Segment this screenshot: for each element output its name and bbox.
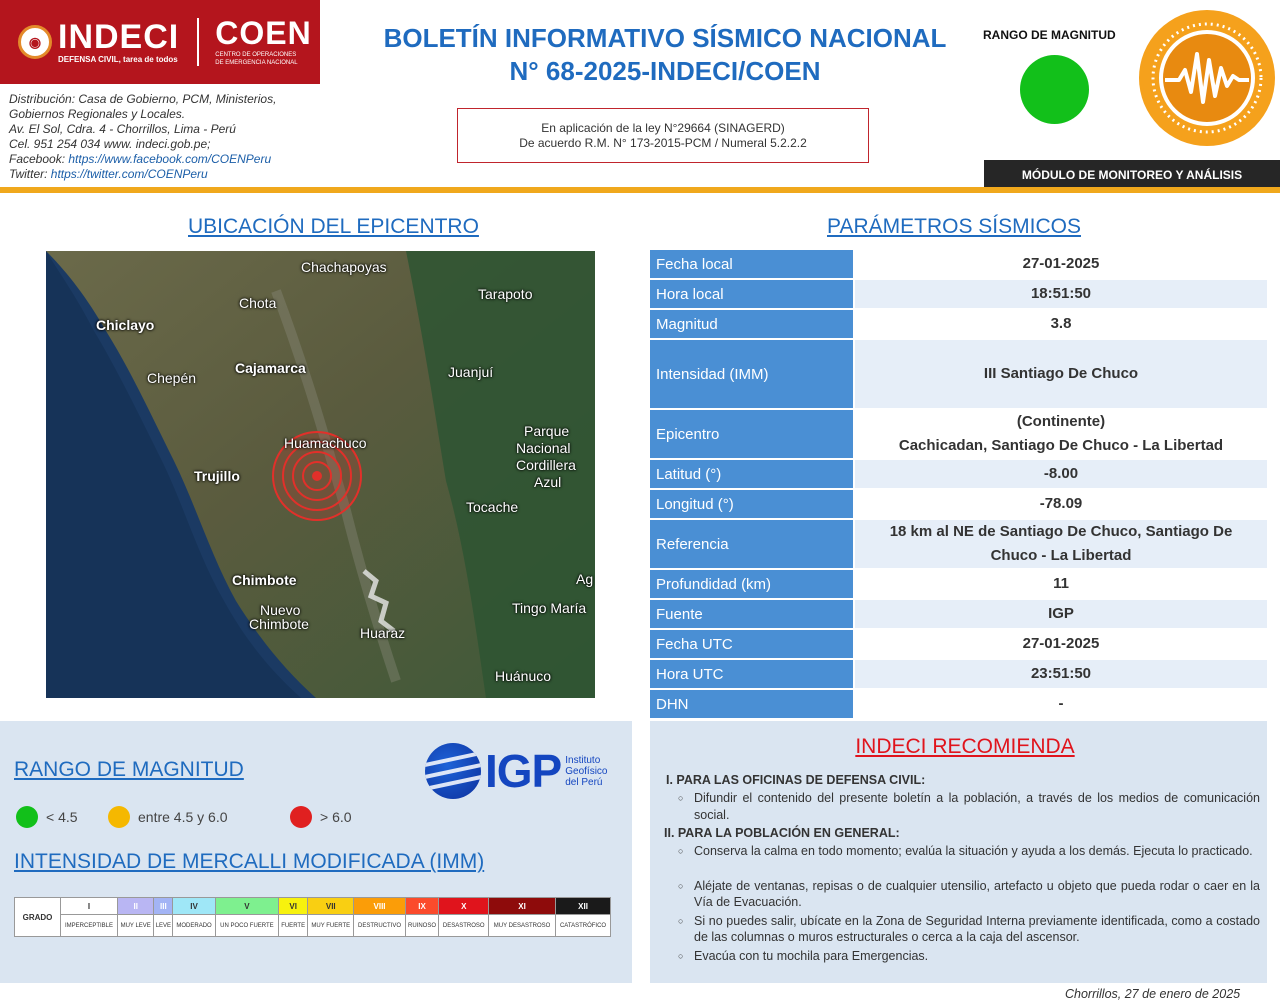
bulletin-title: BOLETÍN INFORMATIVO SÍSMICO NACIONAL N° 68-2025-INDECI/COEN (383, 23, 947, 86)
peru-seal-icon: ◉ (18, 25, 52, 59)
seismograph-logo-icon (1139, 10, 1275, 146)
imm-description: MUY FUERTE (308, 915, 354, 937)
map-label: Ag (576, 571, 594, 587)
epicenter-map[interactable] (46, 251, 595, 698)
list-item: ○ Si no puedes salir, ubícate en la Zona de Seguridad Interna previamente identificada, como a costado de las columnas o muros estructurales o cerca a la caja del ascensor. (694, 913, 1260, 946)
imm-description: LEVE (154, 915, 173, 937)
imm-level: VII (308, 898, 354, 915)
coen-tagline: CENTRO DE OPERACIONES DE EMERGENCIA NACIONAL (215, 52, 298, 66)
imm-level: IV (173, 898, 215, 915)
contact-info: Distribución: Casa de Gobierno, PCM, Ministerios, Gobiernos Regionales y Locales. Av. El Sol, Cdra. 4 - Chorrillos, Lima - Perú Cel. 951 254 034 www. indeci.gob.pe; Facebook: https://www.facebook.com/COENPeru Twitter: https://twitter.com/COENPeru (9, 92, 277, 181)
list-item: ○ Conserva la calma en todo momento; evalúa la situación y ayuda a los demás. Ejecuta lo practicado. (694, 843, 1260, 860)
table-row: Intensidad (IMM) III Santiago De Chuco (650, 340, 1267, 410)
imm-description: FUERTE (279, 915, 308, 937)
map-label: Tocache (466, 499, 519, 515)
table-row: Profundidad (km) 11 (650, 570, 1267, 600)
table-row: Hora UTC 23:51:50 (650, 660, 1267, 690)
imm-description: DESASTROSO (439, 915, 489, 937)
imm-description: CATASTRÓFICO (556, 915, 611, 937)
map-label: Nuevo (260, 602, 301, 618)
coen-logo-text: COEN (215, 15, 312, 51)
indeci-coen-logo (0, 0, 320, 84)
map-label: Nacional (516, 440, 571, 456)
green-dot-icon (16, 806, 38, 828)
map-label: Tingo María (512, 600, 587, 616)
law-reference-box: En aplicación de la ley N°29664 (SINAGERD) De acuerdo R.M. N° 173-2015-PCM / Numeral 5.2.2.2 (457, 108, 869, 163)
imm-level: III (154, 898, 173, 915)
imm-description: MODERADO (173, 915, 215, 937)
header-divider (0, 187, 1280, 193)
imm-level: XII (556, 898, 611, 915)
mercalli-scale-table (14, 897, 611, 937)
imm-level: IX (405, 898, 439, 915)
map-label: Cajamarca (235, 360, 306, 376)
footer-date: Chorrillos, 27 de enero de 2025 (1065, 987, 1241, 1001)
section-heading: II. PARA LA POBLACIÓN EN GENERAL: (664, 826, 900, 840)
map-label: Chachapoyas (301, 259, 387, 275)
globe-icon (425, 743, 481, 799)
igp-logo-subtitle: Instituto Geofísico del Perú (565, 754, 608, 788)
magnitude-range-label: RANGO DE MAGNITUD (983, 28, 1116, 42)
twitter-link[interactable]: https://twitter.com/COENPeru (50, 167, 208, 181)
seismic-params-title: PARÁMETROS SÍSMICOS (827, 215, 1081, 238)
table-row: Referencia 18 km al NE de Santiago De Chuco, Santiago De Chuco - La Libertad (650, 520, 1267, 570)
imm-level: X (439, 898, 489, 915)
grado-label: GRADO (15, 898, 61, 937)
module-banner: MÓDULO DE MONITOREO Y ANÁLISIS (984, 160, 1280, 187)
map-label: Chimbote (232, 572, 297, 588)
map-label: Huánuco (495, 668, 552, 684)
map-label: Azul (534, 474, 562, 490)
map-label: Trujillo (194, 468, 240, 484)
imm-level: VIII (354, 898, 405, 915)
yellow-dot-icon (108, 806, 130, 828)
imm-level: I (61, 898, 118, 915)
table-row: Fecha local 27-01-2025 (650, 250, 1267, 280)
map-label: Chimbote (249, 616, 309, 632)
map-label: Tarapoto (478, 286, 533, 302)
table-row: Latitud (°) -8.00 (650, 460, 1267, 490)
imm-description: DESTRUCTIVO (354, 915, 405, 937)
epicenter-section-title: UBICACIÓN DEL EPICENTRO (188, 215, 479, 238)
igp-logo-text: IGP (485, 745, 562, 797)
table-row: Fecha UTC 27-01-2025 (650, 630, 1267, 660)
imm-level: VI (279, 898, 308, 915)
table-row: Longitud (°) -78.09 (650, 490, 1267, 520)
list-item: ○ Difundir el contenido del presente boletín a la población, a través de los medios de comunicación social. (694, 790, 1260, 823)
legend-item-low: < 4.5 (16, 806, 78, 828)
magnitude-indicator-dot (1020, 55, 1089, 124)
imm-level: II (118, 898, 154, 915)
table-row: Fuente IGP (650, 600, 1267, 630)
map-label: Chiclayo (96, 317, 155, 333)
indeci-tagline: DEFENSA CIVIL, tarea de todos (58, 54, 178, 64)
magnitude-legend-title: RANGO DE MAGNITUD (14, 758, 244, 781)
map-label: Parque (524, 423, 570, 439)
list-item: ○ Evacúa con tu mochila para Emergencias. (694, 948, 1260, 965)
red-dot-icon (290, 806, 312, 828)
imm-description: MUY LEVE (118, 915, 154, 937)
imm-description: RUINOSO (405, 915, 439, 937)
igp-logo (425, 743, 608, 799)
legend-item-medium: entre 4.5 y 6.0 (108, 806, 228, 828)
indeci-logo-text: INDECI (58, 17, 180, 56)
imm-level: XI (489, 898, 556, 915)
table-row: DHN - (650, 690, 1267, 720)
recommendations-title: INDECI RECOMIENDA (855, 735, 1075, 758)
seismic-params-table (650, 250, 1267, 720)
recommendations-body (664, 773, 1260, 966)
list-item: ○ Aléjate de ventanas, repisas o de cualquier utensilio, artefacto u objeto que pueda rodar o caer en la Vía de Evacuación. (694, 878, 1260, 911)
section-heading: I. PARA LAS OFICINAS DE DEFENSA CIVIL: (666, 773, 926, 787)
logo-divider (197, 18, 199, 66)
map-label: Huaraz (360, 625, 406, 641)
table-row: Magnitud 3.8 (650, 310, 1267, 340)
imm-description: IMPERCEPTIBLE (61, 915, 118, 937)
table-row: Hora local 18:51:50 (650, 280, 1267, 310)
table-row: Epicentro (Continente) Cachicadan, Santiago De Chuco - La Libertad (650, 410, 1267, 460)
imm-description: MUY DESASTROSO (489, 915, 556, 937)
map-label: Cordillera (516, 457, 576, 473)
legend-panel (0, 721, 632, 983)
map-label: Chepén (147, 370, 197, 386)
recommendations-panel (650, 721, 1267, 983)
facebook-link[interactable]: https://www.facebook.com/COENPeru (68, 152, 272, 166)
map-label: Juanjuí (448, 364, 494, 380)
imm-description: UN POCO FUERTE (215, 915, 278, 937)
imm-level: V (215, 898, 278, 915)
legend-item-high: > 6.0 (290, 806, 352, 828)
map-label: Chota (239, 295, 277, 311)
map-label: Huamachuco (284, 435, 367, 451)
mercalli-title: INTENSIDAD DE MERCALLI MODIFICADA (IMM) (14, 850, 485, 873)
